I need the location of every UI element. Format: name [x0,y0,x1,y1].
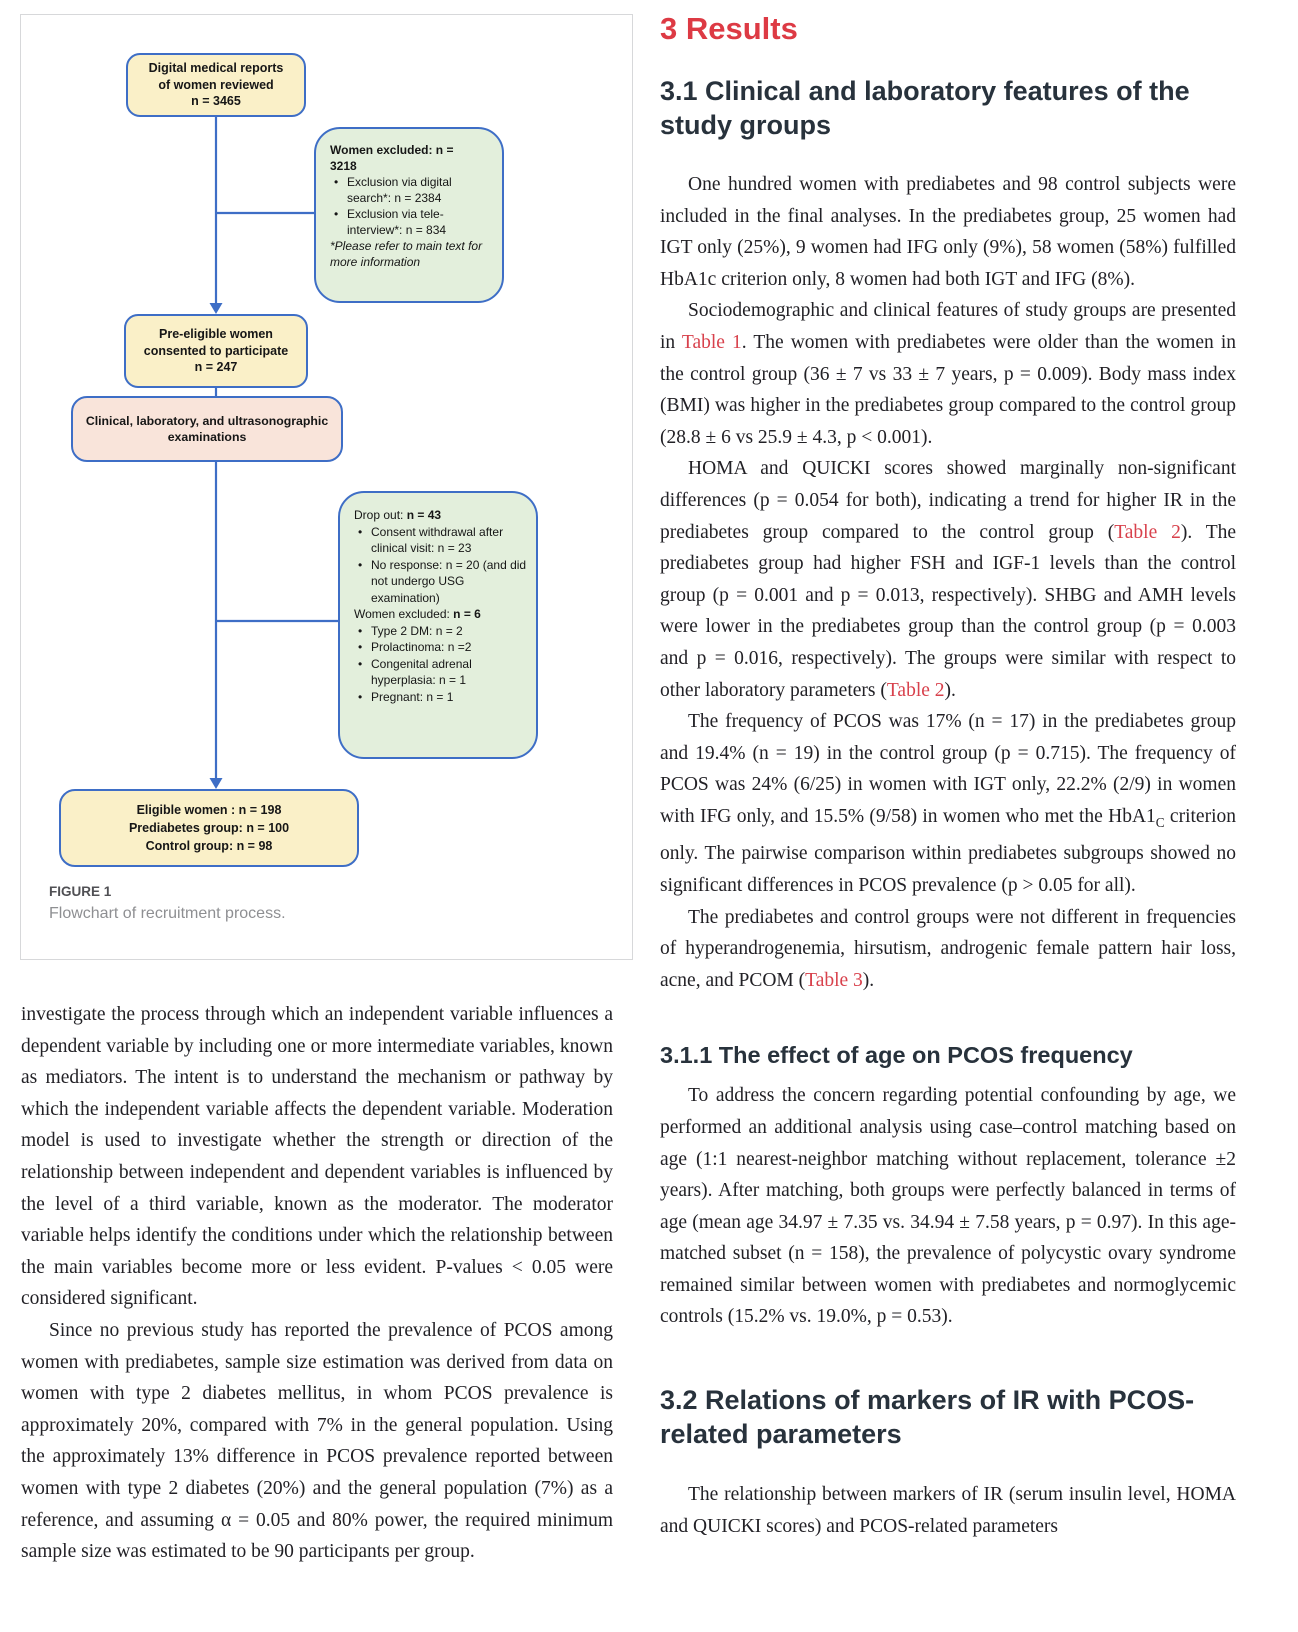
table-2-link[interactable]: Table 2 [1114,521,1181,543]
flow-box-text-line: n = 247 [194,360,238,375]
section-heading-results: 3 Results [660,11,798,46]
flow-box-text-line: Eligible women : n = 198 [136,803,282,817]
figure-1-panel [20,14,633,960]
bullet-icon: • [334,207,339,221]
flow-box-dropout [338,491,538,759]
dropout-bullet-item [354,639,528,656]
bullet-icon: • [358,524,363,539]
paragraph-fragment: The frequency of PCOS was 17% (n = 17) in the prediabetes group and 19.4% (n = 19) in the control group (p = 0.715). The frequency of PCOS was 24% (6/25) in women with IGT only, 22.2% (2/9) in women with IFG only, and 15.5% (9/58) in women who met the HbA1 [660,711,1236,827]
left-text-column [21,999,613,1568]
dropout-head2-value: n = 6 [453,607,481,621]
excluded-bullet-item [330,206,492,238]
excluded-head-line1: Women excluded: n = [330,143,454,157]
figure-caption-label: FIGURE 1 [49,884,112,899]
arrowhead-down-icon [210,778,223,789]
excluded-bullet-item [330,174,492,206]
bullet-icon: • [358,623,363,638]
paragraph-fragment: ). [862,969,875,991]
excluded-head-line2: 3218 [330,159,357,173]
bullet-text: Exclusion via tele-interview*: n = 834 [347,207,447,237]
bullet-text: Exclusion via digital search*: n = 2384 [347,175,452,205]
flow-box-text-line: Prediabetes group: n = 100 [128,821,290,835]
dropout-bullet-item [354,689,528,706]
table-2-link[interactable]: Table 2 [886,679,945,701]
body-paragraph [660,902,1236,997]
bullet-text: Pregnant: n = 1 [371,689,454,704]
arrowhead-down-icon [210,303,223,314]
subscript-text: C [1155,814,1165,830]
heading-line: study groups [660,110,832,140]
body-paragraph: Since no previous study has reported the prevalence of PCOS among women with prediabetes, sample size estimation was derived from data on women with type 2 diabetes mellitus, in whom PCOS prevalence is approximately 20%, compared with 7% in the general population. Using the approximately 13% difference in PCOS prevalence reported between women with type 2 diabetes (20%) and the general population (7%) as a reference, and assuming α = 0.05 and 80% power, the required minimum sample size was estimated to be 90 participants per group. [21,1319,613,1563]
flow-box-examinations [71,396,343,462]
body-paragraph [660,706,1236,901]
bullet-text: No response: n = 20 (and did not undergo USG examination) [371,557,527,605]
dropout-head2-label: Women excluded: [354,607,454,621]
bullet-icon: • [358,689,363,704]
bullet-icon: • [358,557,363,572]
bullet-text: Consent withdrawal after clinical visit: n = 23 [371,524,504,555]
dropout-bullet-item [354,524,528,557]
right-text-column [660,10,1236,1542]
body-paragraph: The relationship between markers of IR (serum insulin level, HOMA and QUICKI scores) and PCOS-related parameters [660,1484,1236,1537]
subsection-heading-3-2 [660,1383,1236,1451]
bullet-text: Type 2 DM: n = 2 [371,623,463,638]
table-3-link[interactable]: Table 3 [805,969,863,991]
dropout-bullet-item [354,557,528,607]
body-paragraph: To address the concern regarding potential confounding by age, we performed an additional analysis using case–control matching based on age (1:1 nearest-neighbor matching without replacement, tolerance ±2 years). After matching, both groups were perfectly balanced in terms of age (mean age 34.97 ± 7.35 vs. 34.94 ± 7.58 years, p = 0.97). In this age-matched subset (n = 158), the prevalence of polycystic ovary syndrome remained similar between women with prediabetes and normoglycemic controls (15.2% vs. 19.0%, p = 0.53). [660,1085,1236,1328]
bullet-icon: • [358,640,363,654]
paragraph-fragment: ). The prediabetes group had higher FSH and IGF-1 levels than the control group (p = 0.001 and p = 0.013, respectively). SHBG and AMH levels were lower in the prediabetes group than the control group (p = 0.003 and p = 0.016, respectively). The groups were similar with respect to other laboratory parameters ( [660,521,1237,701]
dropout-head-line [354,507,528,524]
body-paragraph: investigate the process through which an independent variable influences a dependent variable by including one or more intermediate variables, known as mediators. The intent is to understand the mechanism or pathway by which the independent variable affects the dependent variable. Moderation model is used to investigate whether the strength or direction of the relationship between independent and dependent variables is influenced by the level of a third variable, known as the moderator. The moderator variable helps identify the conditions under which the relationship between the main variables become more or less evident. P-values < 0.05 were considered significant. [21,1004,613,1310]
paragraph-fragment: The prediabetes and control groups were not different in frequencies of hyperandrogenemia, hirsutism, androgenic female pattern hair loss, acne, and PCOM ( [660,906,1236,991]
flow-box-text-line: Digital medical reports [148,61,284,76]
flow-box-text-line: examinations [167,430,247,444]
flow-box-women-excluded [314,127,504,303]
paragraph-fragment: ). [944,679,956,701]
flow-box-text-line: n = 3465 [191,94,241,109]
flow-box-digital-reports [126,53,306,117]
flow-box-text-line: of women reviewed [158,77,274,92]
dropout-bullet-item [354,623,528,640]
heading-line: related parameters [660,1419,902,1450]
figure-caption-text: Flowchart of recruitment process. [49,905,286,922]
body-paragraph [660,295,1236,453]
footnote-line: *Please refer to main text [330,239,465,253]
paragraph-fragment: criterion only. The pairwise comparison within prediabetes subgroups showed no significant differences in PCOS prevalence (p > 0.05 for all). [660,805,1236,896]
dropout-head-line2 [354,606,528,623]
bullet-icon: • [334,175,339,189]
dropout-head-value: n = 43 [406,508,442,522]
flow-box-eligible [59,789,359,867]
paragraph-fragment: HOMA and QUICKI scores showed marginally non-significant differences (p = 0.054 for both), indicating a trend for higher IR in the prediabetes group compared to the control group ( [660,458,1236,543]
bullet-icon: • [358,656,363,671]
bullet-text: Congenital adrenal hyperplasia: n = 1 [371,656,472,687]
dropout-head-label: Drop out: [354,508,407,522]
dropout-bullet-item [354,656,528,689]
flow-box-text-line: Clinical, laboratory, and ultrasonographic [85,413,329,428]
paragraph-fragment: . The women with prediabetes were older than the women in the control group (36 ± 7 vs 33 ± 7 years, p = 0.009). Body mass index (BMI) was higher in the prediabetes group compared to the control group (28.8 ± 6 vs 25.9 ± 4.3, p < 0.001). [660,331,1236,448]
heading-line: 3.1 Clinical and laboratory features of the [660,76,1190,106]
body-paragraph [660,453,1236,706]
heading-line: 3.2 Relations of markers of IR with PCOS- [660,1385,1195,1416]
paragraph-fragment: Sociodemographic and clinical features of study groups are presented in [660,300,1236,353]
table-1-link[interactable]: Table 1 [681,331,742,353]
flow-box-text-line: Control group: n = 98 [145,839,273,853]
body-paragraph: One hundred women with prediabetes and 98 control subjects were included in the final analyses. In the prediabetes group, 25 women had IGT only (25%), 9 women had IFG only (9%), 58 women (58%) fulfilled HbA1c criterion only, 8 women had both IGT and IFG (8%). [660,174,1236,290]
excluded-footnote [330,238,492,270]
footnote-line: for more information [330,239,483,269]
flow-box-text-line: consented to participate [143,343,289,358]
flow-box-preeligible [124,314,308,388]
subsection-heading-3-1 [660,74,1236,142]
bullet-text: Prolactinoma: n =2 [371,640,472,654]
subsection-heading-3-1-1: 3.1.1 The effect of age on PCOS frequency [660,1042,1133,1069]
flow-box-text-line: Pre-eligible women [159,327,273,342]
